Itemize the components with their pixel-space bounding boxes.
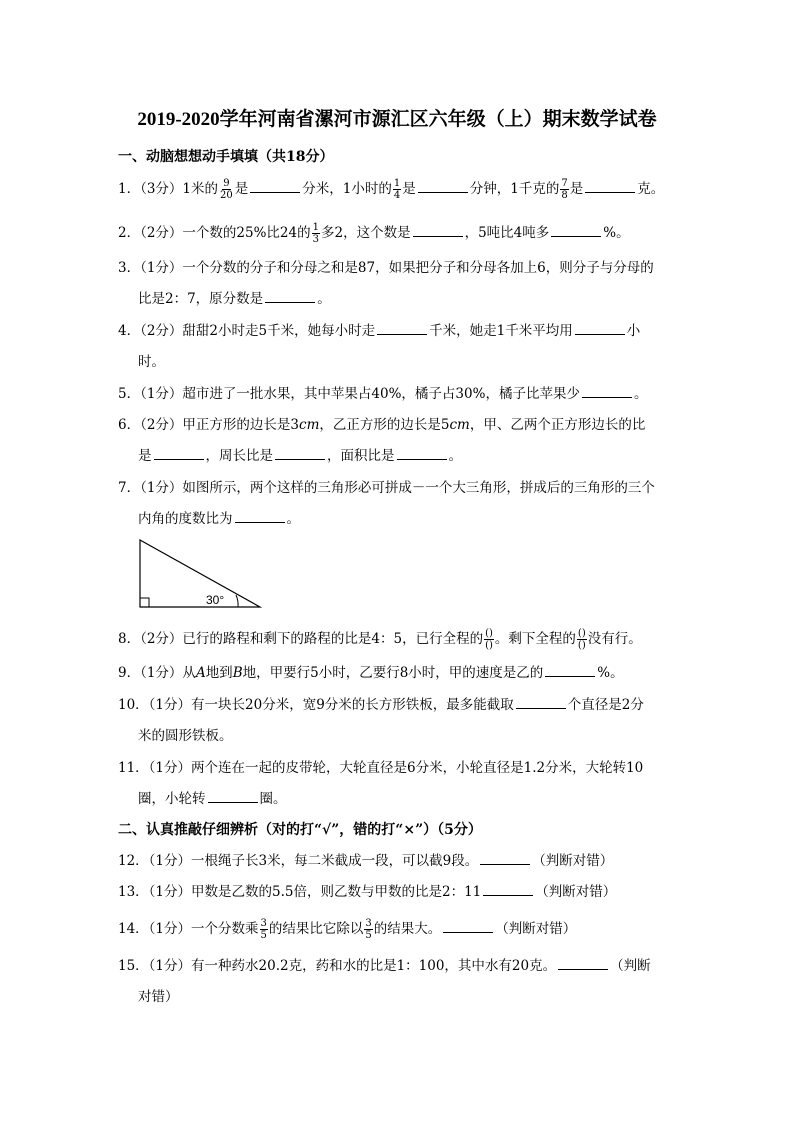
q12-text: 12．（1分）一根绳子长3米，每二米截成一段，可以截9段。 (118, 853, 479, 869)
question-6 (118, 415, 678, 435)
fraction-3-5 (364, 918, 372, 941)
fraction-denominator: 5 (365, 930, 372, 941)
answer-blank[interactable] (377, 322, 427, 335)
fraction-1-3 (312, 222, 320, 245)
section-heading-1: 一、动脑想想动手填填（共18分） (118, 149, 334, 165)
answer-blank[interactable] (558, 957, 608, 970)
q1-text: 分钟，1千克的 (469, 181, 560, 197)
q6-text: ，乙正方形的边长是5 (319, 417, 450, 433)
question-3-continued (138, 289, 331, 309)
question-5 (118, 384, 678, 404)
fraction-numerator: 3 (365, 918, 372, 929)
question-11: 11．（1分）两个连在一起的皮带轮，大轮直径是6分米，小轮直径是1.2分米，大轮转10 (118, 760, 644, 776)
question-7-continued (138, 509, 300, 529)
fraction-denominator: 8 (561, 190, 568, 201)
fraction-blank[interactable] (577, 628, 587, 651)
q8-text: 8．（2分）已行的路程和剩下的路程的比是4：5，已行全程的 (118, 631, 484, 647)
question-7: 7．（1分）如图所示，两个这样的三角形必可拼成－一个大三角形，拼成后的三角形的三个 (118, 480, 655, 496)
q13-text: 13．（1分）甲数是乙数的5.5倍，则乙数与甲数的比是2：11 (118, 884, 482, 900)
q1-text: 分米，1小时的 (302, 181, 392, 197)
answer-blank[interactable] (585, 180, 635, 193)
q2-text: ，5吨比4吨多 (464, 225, 550, 241)
question-9 (118, 663, 678, 683)
q7-text: 内角的度数比为 (138, 511, 233, 527)
q14-text: 的结果比它除以 (268, 921, 364, 937)
page-title: 2019-2020学年河南省漯河市源汇区六年级（上）期末数学试卷 (137, 109, 657, 130)
answer-blank[interactable] (443, 920, 493, 933)
unit-cm: cm (449, 417, 470, 433)
q5-text: 5．（1分）超市进了一批水果，其中苹果占40%，橘子占30%，橘子比苹果少 (118, 386, 580, 402)
fraction-numerator: () (577, 628, 586, 639)
q6-text: 是 (138, 448, 152, 464)
q14-text: （判断对错） (495, 921, 577, 937)
q3-text: 比是2：7，原分数是 (138, 291, 264, 307)
fraction-numerator: 3 (260, 918, 267, 929)
answer-blank[interactable] (551, 224, 601, 237)
question-4-continued: 时。 (138, 354, 165, 370)
q13-text: （判断对错） (535, 884, 617, 900)
answer-blank[interactable] (483, 883, 533, 896)
fraction-numerator: 9 (223, 178, 230, 189)
angle-label: 30° (206, 593, 225, 607)
q6-text: 6．（2分）甲正方形的边长是3 (118, 417, 300, 433)
right-triangle-figure (138, 538, 268, 614)
right-angle-marker (140, 598, 149, 607)
section-heading-2: 二、认真推敲仔细辨析（对的打“√”，错的打“×”）（5分） (118, 822, 482, 838)
question-1 (118, 178, 678, 201)
q9-text: %。 (597, 665, 624, 681)
answer-blank[interactable] (413, 224, 463, 237)
question-10-continued: 米的圆形铁板。 (138, 728, 233, 744)
q10-text: 10．（1分）有一块长20分米，宽9分米的长方形铁板，最多能截取 (118, 697, 514, 713)
fraction-denominator: 5 (260, 930, 267, 941)
q9-text: 地，甲要行5小时，乙要行8小时，甲的速度是乙的 (242, 665, 544, 681)
fraction-numerator: () (485, 628, 493, 639)
triangle-shape (140, 540, 260, 607)
q9-text: 地到 (205, 665, 233, 681)
answer-blank[interactable] (154, 447, 204, 460)
answer-blank[interactable] (275, 447, 325, 460)
q6-text: ，周长比是 (205, 448, 273, 464)
q8-text: 。剩下全程的 (494, 631, 576, 647)
point-b: B (232, 665, 243, 681)
q11-text: 圈。 (259, 791, 287, 807)
q11-text: 圈，小轮转 (138, 791, 206, 807)
q4-text: 小 (626, 323, 641, 339)
question-10 (118, 695, 678, 715)
answer-blank[interactable] (545, 664, 595, 677)
answer-blank[interactable] (418, 180, 468, 193)
q6-text: ，甲、乙两个正方形边长的比 (469, 417, 646, 433)
question-3: 3．（1分）一个分数的分子和分母之和是87，如果把分子和分母各加上6，则分子与分母的 (118, 260, 654, 276)
answer-blank[interactable] (480, 852, 530, 865)
angle-arc (236, 595, 238, 607)
q3-text: 。 (317, 291, 331, 307)
fraction-denominator: () (485, 640, 493, 651)
fraction-1-4 (393, 178, 401, 201)
answer-blank[interactable] (397, 447, 447, 460)
answer-blank[interactable] (208, 790, 258, 803)
answer-blank[interactable] (582, 385, 632, 398)
q5-text: 。 (633, 386, 648, 402)
answer-blank[interactable] (235, 510, 285, 523)
answer-blank[interactable] (575, 322, 625, 335)
question-2 (118, 222, 678, 245)
question-15 (118, 956, 678, 976)
fraction-numerator: 1 (312, 222, 319, 233)
q2-text: %。 (603, 225, 630, 241)
q12-text: （判断对错） (532, 853, 614, 869)
fraction-9-20 (219, 178, 234, 201)
fraction-denominator: 20 (220, 190, 233, 201)
q1-text: 是 (569, 181, 584, 197)
question-4 (118, 321, 678, 341)
fraction-denominator: () (577, 640, 586, 651)
q9-text: 9．（1分）从 (118, 665, 196, 681)
q14-text: 的结果大。 (373, 921, 442, 937)
question-15-continued: 对错） (138, 989, 179, 1005)
fraction-blank[interactable] (484, 628, 494, 651)
fraction-numerator: 7 (561, 178, 568, 189)
q1-text: 是 (234, 181, 249, 197)
unit-cm: cm (299, 417, 320, 433)
question-12 (118, 851, 678, 871)
q15-text: 15．（1分）有一种药水20.2克，药和水的比是1：100，其中水有20克。 (118, 958, 557, 974)
q2-text: 多2，这个数是 (321, 225, 411, 241)
fraction-numerator: 1 (393, 178, 401, 189)
answer-blank[interactable] (265, 290, 315, 303)
question-8 (118, 628, 678, 651)
q2-text: 2．（2分）一个数的25%比24的 (118, 225, 311, 241)
triangle-svg (138, 538, 268, 610)
q10-text: 个直径是2分 (567, 697, 644, 713)
q6-text: 。 (448, 448, 462, 464)
fraction-3-5 (260, 918, 268, 941)
q1-text: 1．（3分）1米的 (118, 181, 219, 197)
fraction-denominator: 4 (393, 190, 401, 201)
q1-text: 克。 (637, 181, 665, 197)
q1-text: 是 (402, 181, 416, 197)
point-a: A (195, 665, 206, 681)
q14-text: 14．（1分）一个分数乘 (118, 921, 259, 937)
q4-text: 千米，她走1千米平均用 (429, 323, 573, 339)
q4-text: 4．（2分）甜甜2小时走5千米，她每小时走 (118, 323, 376, 339)
question-14 (118, 918, 678, 941)
q15-text: （判断 (610, 958, 651, 974)
fraction-7-8 (560, 178, 568, 201)
question-11-continued (138, 789, 287, 809)
q7-text: 。 (286, 511, 300, 527)
answer-blank[interactable] (516, 696, 566, 709)
question-13 (118, 882, 678, 902)
question-6-continued (138, 446, 462, 466)
fraction-denominator: 3 (312, 234, 319, 245)
answer-blank[interactable] (250, 180, 300, 193)
q6-text: ，面积比是 (327, 448, 395, 464)
q8-text: 没有行。 (587, 631, 642, 647)
